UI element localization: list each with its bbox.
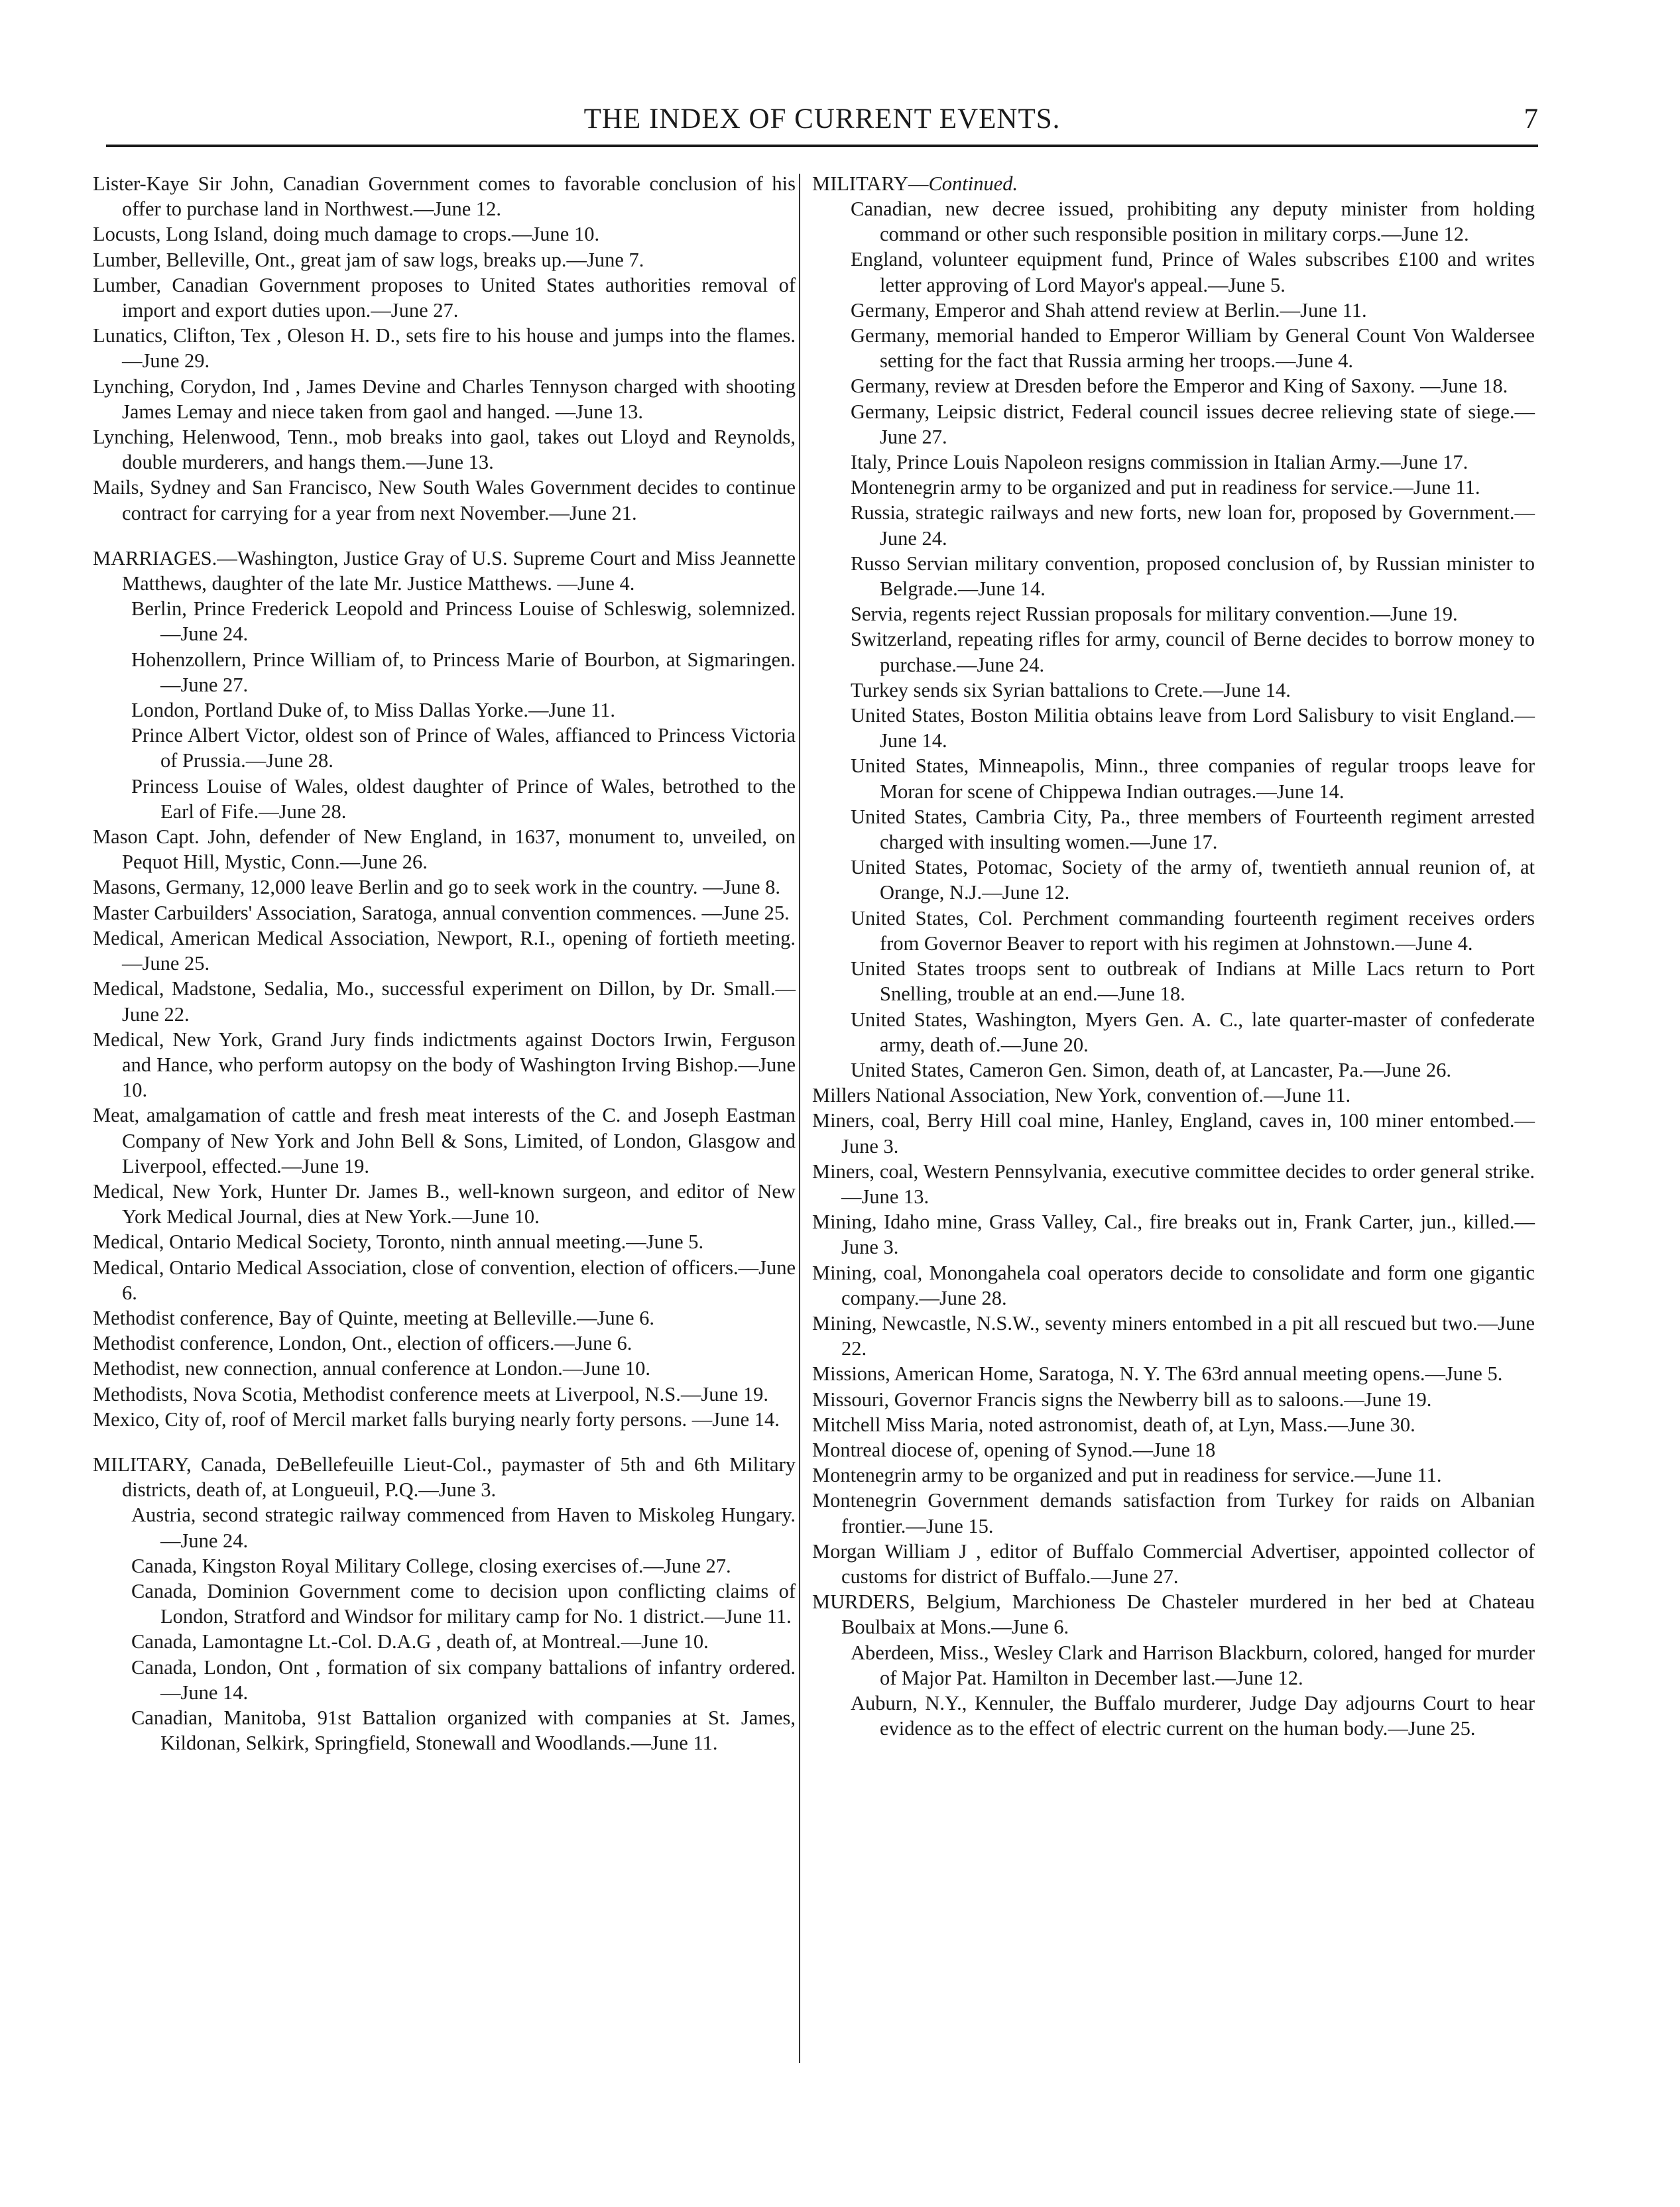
continued-head: MILITARY—	[812, 172, 929, 195]
index-entry: Russia, strategic railways and new forts, new loan for, proposed by Government.—June 24.	[851, 501, 1535, 550]
index-entry: Canada, Lamontagne Lt.-Col. D.A.G , death of, at Montreal.—June 10.	[131, 1630, 709, 1653]
index-entry: Medical, Madstone, Sedalia, Mo., successful experiment on Dillon, by Dr. Small.—June 22.	[93, 977, 796, 1026]
index-entry: Morgan William J , editor of Buffalo Commercial Advertiser, appointed collector of customs for district of Buffalo.—June 27.	[812, 1539, 1535, 1588]
index-entry: Medical, New York, Hunter Dr. James B., well-known surgeon, and editor of New York Medical Journal, dies at New York.—June 10.	[93, 1179, 796, 1228]
index-entry: Berlin, Prince Frederick Leopold and Princess Louise of Schleswig, solemnized.—June 24.	[131, 597, 796, 646]
index-entry: Hohenzollern, Prince William of, to Princess Marie of Bourbon, at Sigmaringen.—June 27.	[131, 648, 796, 696]
index-entry: Princess Louise of Wales, oldest daughter of Prince of Wales, betrothed to the Earl of Fife.—June 28.	[131, 774, 796, 823]
index-entry: Medical, American Medical Association, Newport, R.I., opening of fortieth meeting.—June 25.	[93, 926, 796, 975]
left-column	[93, 171, 796, 1756]
index-entry: Canadian, new decree issued, prohibiting any deputy minister from holding command or other such responsible position in military corps.—June 12.	[851, 198, 1535, 246]
index-entry: Canada, Dominion Government come to decision upon conflicting claims of London, Stratford and Windsor for military camp for No. 1 district.—June 11.	[131, 1579, 796, 1628]
index-entry: Germany, review at Dresden before the Emperor and King of Saxony. —June 18.	[851, 375, 1508, 398]
index-entry: United States, Potomac, Society of the army of, twentieth annual reunion of, at Orange, N.J.—June 12.	[851, 856, 1535, 904]
index-entry: Mails, Sydney and San Francisco, New South Wales Government decides to continue contract for carrying for a year from next November.—June 21.	[93, 476, 796, 524]
index-entry: United States, Col. Perchment commanding fourteenth regiment receives orders from Governor Beaver to report with his regimen at Johnstown.—June 4.	[851, 906, 1535, 955]
index-entry: Missions, American Home, Saratoga, N. Y. The 63rd annual meeting opens.—June 5.	[812, 1362, 1503, 1386]
index-entry: Auburn, N.Y., Kennuler, the Buffalo murderer, Judge Day adjourns Court to hear evidence as to the effect of electric current on the human body.—June 25.	[851, 1691, 1535, 1740]
right-column	[812, 171, 1535, 1741]
index-entry: Italy, Prince Louis Napoleon resigns commission in Italian Army.—June 17.	[851, 451, 1469, 474]
index-entry: Germany, Emperor and Shah attend review at Berlin.—June 11.	[851, 298, 1367, 322]
index-entry: Millers National Association, New York, convention of.—June 11.	[812, 1084, 1351, 1107]
index-entry: United States troops sent to outbreak of Indians at Mille Lacs return to Port Snelling, trouble at an end.—June 18.	[851, 957, 1535, 1006]
index-entry: Russo Servian military convention, proposed conclusion of, by Russian minister to Belgrade.—June 14.	[851, 552, 1535, 601]
index-entry: Montenegrin army to be organized and put in readiness for service.—June 11.	[851, 476, 1480, 499]
index-entry: Miners, coal, Western Pennsylvania, executive committee decides to order general strike.—June 13.	[812, 1160, 1535, 1208]
index-entry: Lunatics, Clifton, Tex , Oleson H. D., sets fire to his house and jumps into the flames.—June 29.	[93, 324, 796, 373]
index-entry: Lumber, Belleville, Ont., great jam of saw logs, breaks up.—June 7.	[93, 248, 644, 271]
index-entry: Medical, Ontario Medical Association, close of convention, election of officers.—June 6.	[93, 1256, 796, 1304]
index-entry: Lister-Kaye Sir John, Canadian Government comes to favorable conclusion of his offer to purchase land in Northwest.—June 12.	[93, 172, 796, 221]
index-entry: Montenegrin army to be organized and put in readiness for service.—June 11.	[812, 1464, 1442, 1487]
index-entry: United States, Boston Militia obtains leave from Lord Salisbury to visit England.—June 14.	[851, 704, 1535, 752]
index-entry: Canada, Kingston Royal Military College, closing exercises of.—June 27.	[131, 1554, 731, 1577]
index-entry: Methodists, Nova Scotia, Methodist conference meets at Liverpool, N.S.—June 19.	[93, 1382, 769, 1405]
index-entry: Mitchell Miss Maria, noted astronomist, death of, at Lyn, Mass.—June 30.	[812, 1413, 1415, 1436]
continued-label: Continued.	[928, 172, 1018, 195]
index-entry: United States, Minneapolis, Minn., three companies of regular troops leave for Moran for scene of Chippewa Indian outrages.—June 14.	[851, 754, 1535, 803]
index-entry: Lynching, Corydon, Ind , James Devine and Charles Tennyson charged with shooting James Lemay and niece taken from gaol and hanged. —June 13.	[93, 375, 796, 423]
index-entry: Canadian, Manitoba, 91st Battalion organized with companies at St. James, Kildonan, Selkirk, Springfield, Stonewall and Woodlands.—June 11.	[131, 1706, 796, 1755]
index-entry: Aberdeen, Miss., Wesley Clark and Harrison Blackburn, colored, hanged for murder of Major Pat. Hamilton in December last.—June 12.	[851, 1641, 1535, 1689]
index-entry: Austria, second strategic railway commenced from Haven to Miskoleg Hungary.—June 24.	[131, 1504, 796, 1552]
index-entry: United States, Cambria City, Pa., three members of Fourteenth regiment arrested charged with insulting women.—June 17.	[851, 805, 1535, 854]
index-entry: Mining, Idaho mine, Grass Valley, Cal., fire breaks out in, Frank Carter, jun., killed.—June 3.	[812, 1211, 1535, 1259]
page-title: THE INDEX OF CURRENT EVENTS.	[583, 103, 1061, 135]
index-entry: Servia, regents reject Russian proposals for military convention.—June 19.	[851, 603, 1458, 626]
index-entry: Medical, New York, Grand Jury finds indictments against Doctors Irwin, Ferguson and Hance, who perform autopsy on the body of Washington Irving Bishop.—June 10.	[93, 1028, 796, 1102]
index-entry: Methodist, new connection, annual conference at London.—June 10.	[93, 1357, 651, 1380]
index-entry: MURDERS, Belgium, Marchioness De Chasteler murdered in her bed at Chateau Boulbaix at Mons.—June 6.	[812, 1590, 1535, 1639]
index-entry: Miners, coal, Berry Hill coal mine, Hanley, England, caves in, 100 miner entombed.—June 3.	[812, 1109, 1535, 1158]
index-entry: Mason Capt. John, defender of New England, in 1637, monument to, unveiled, on Pequot Hill, Mystic, Conn.—June 26.	[93, 825, 796, 874]
index-entry: Lumber, Canadian Government proposes to United States authorities removal of import and export duties upon.—June 27.	[93, 273, 796, 322]
index-entry: Turkey sends six Syrian battalions to Crete.—June 14.	[851, 678, 1291, 701]
index-entry: Mining, coal, Monongahela coal operators decide to consolidate and form one gigantic company.—June 28.	[812, 1261, 1535, 1309]
index-entry: Locusts, Long Island, doing much damage to crops.—June 10.	[93, 223, 600, 246]
index-entry: MILITARY, Canada, DeBellefeuille Lieut-Col., paymaster of 5th and 6th Military districts, death of, at Longueuil, P.Q.—June 3.	[93, 1453, 796, 1502]
index-entry: Prince Albert Victor, oldest son of Prince of Wales, affianced to Princess Victoria of Prussia.—June 28.	[131, 724, 796, 772]
index-entry: Methodist conference, Bay of Quinte, meeting at Belleville.—June 6.	[93, 1306, 654, 1329]
index-entry: Montenegrin Government demands satisfaction from Turkey for raids on Albanian frontier.—June 15.	[812, 1489, 1535, 1537]
index-entry: Lynching, Helenwood, Tenn., mob breaks into gaol, takes out Lloyd and Reynolds, double murderers, and hangs them.—June 13.	[93, 426, 796, 474]
index-entry: Meat, amalgamation of cattle and fresh meat interests of the C. and Joseph Eastman Company of New York and John Bell & Sons, Limited, of London, Glasgow and Liverpool, effected.—June 19.	[93, 1104, 796, 1177]
index-entry: Montreal diocese of, opening of Synod.—June 18	[812, 1438, 1216, 1461]
index-entry: Germany, memorial handed to Emperor William by General Count Von Waldersee setting for the fact that Russia arming her troops.—June 4.	[851, 324, 1535, 373]
index-entry: Missouri, Governor Francis signs the Newberry bill as to saloons.—June 19.	[812, 1388, 1432, 1411]
page-number: 7	[1524, 103, 1538, 135]
column-divider	[799, 174, 800, 2063]
index-entry: Mexico, City of, roof of Mercil market falls burying nearly forty persons. —June 14.	[93, 1407, 780, 1431]
continued-heading	[812, 171, 1535, 196]
index-entry: Masons, Germany, 12,000 leave Berlin and go to seek work in the country. —June 8.	[93, 876, 781, 899]
page-header	[106, 99, 1538, 139]
index-entry: Mining, Newcastle, N.S.W., seventy miners entombed in a pit all rescued but two.—June 22.	[812, 1311, 1535, 1360]
index-entry: London, Portland Duke of, to Miss Dallas Yorke.—June 11.	[131, 699, 615, 722]
index-entry: Master Carbuilders' Association, Saratoga, annual convention commences. —June 25.	[93, 901, 790, 924]
index-entry: MARRIAGES.—Washington, Justice Gray of U.S. Supreme Court and Miss Jeannette Matthews, daughter of the late Mr. Justice Matthews. —June 4.	[93, 546, 796, 595]
index-entry: Switzerland, repeating rifles for army, council of Berne decides to borrow money to purchase.—June 24.	[851, 628, 1535, 676]
index-entry: United States, Washington, Myers Gen. A. C., late quarter-master of confederate army, death of.—June 20.	[851, 1008, 1535, 1056]
index-entry: England, volunteer equipment fund, Prince of Wales subscribes £100 and writes letter approving of Lord Mayor's appeal.—June 5.	[851, 248, 1535, 296]
index-entry: Canada, London, Ont , formation of six company battalions of infantry ordered.—June 14.	[131, 1655, 796, 1704]
right-column-entries	[812, 196, 1535, 1741]
index-entry: United States, Cameron Gen. Simon, death of, at Lancaster, Pa.—June 26.	[851, 1058, 1451, 1081]
header-rule	[106, 145, 1538, 147]
index-entry: Germany, Leipsic district, Federal council issues decree relieving state of siege.—June 27.	[851, 400, 1535, 448]
index-entry: Medical, Ontario Medical Society, Toronto, ninth annual meeting.—June 5.	[93, 1230, 704, 1254]
index-entry: Methodist conference, London, Ont., election of officers.—June 6.	[93, 1332, 632, 1355]
